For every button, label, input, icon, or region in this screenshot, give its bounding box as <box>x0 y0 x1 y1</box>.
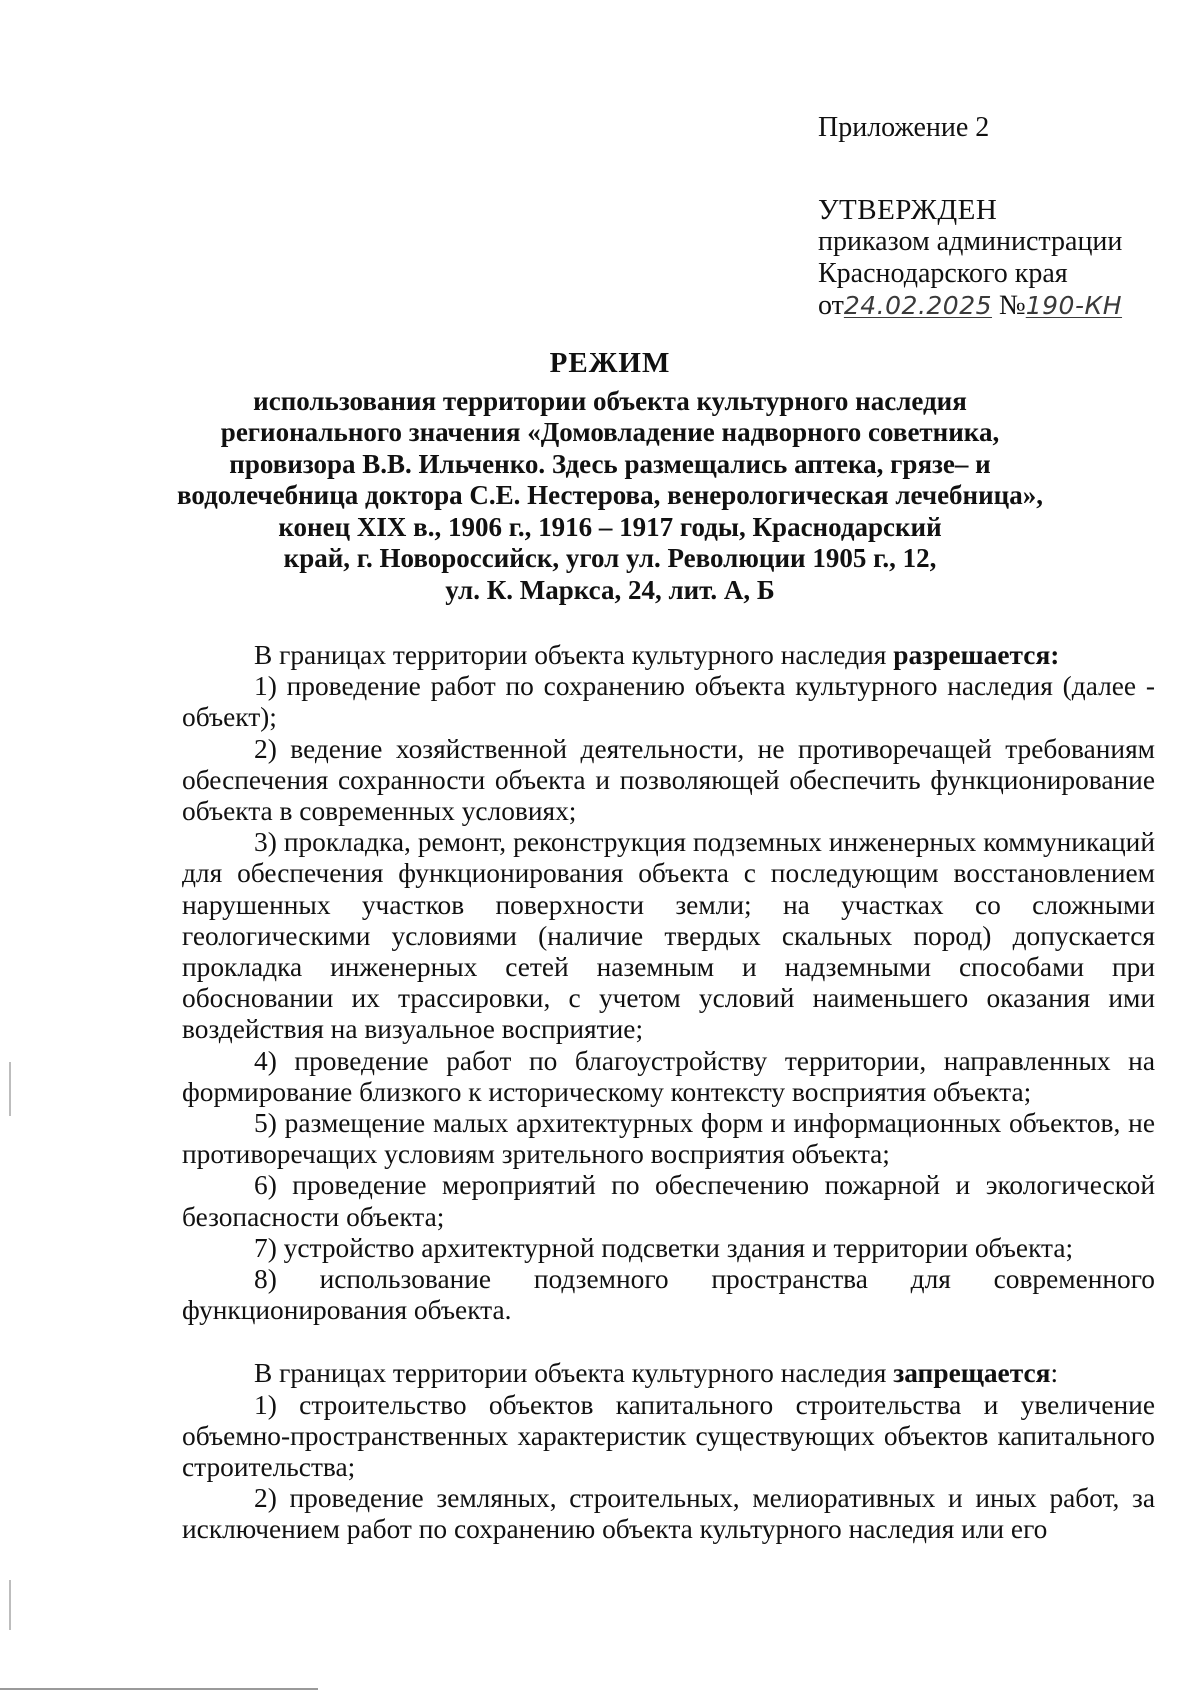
document-title <box>150 348 1070 606</box>
title-line: провизора В.В. Ильченко. Здесь размещались аптека, грязе– и <box>229 448 991 479</box>
approval-block <box>818 112 1178 322</box>
title-heading: РЕЖИМ <box>549 347 671 379</box>
number-prefix: № <box>999 290 1026 321</box>
prohibited-intro-text: В границах территории объекта культурного наследия <box>254 1358 887 1389</box>
permitted-keyword: разрешается: <box>893 640 1060 670</box>
scan-bottom-line <box>0 1688 318 1690</box>
prohibited-colon: : <box>1050 1358 1059 1389</box>
scan-edge-mark <box>9 1062 11 1116</box>
permitted-intro <box>182 640 1155 671</box>
order-line-2: Краснодарского края <box>818 258 1068 289</box>
permitted-item: 1) проведение работ по сохранению объекта культурного наследия (далее - объект); <box>182 671 1155 733</box>
permitted-item: 2) ведение хозяйственной деятельности, не противоречащей требованиям обеспечения сохранности объекта и позволяющей обеспечить функционирование объекта в современных условиях; <box>182 733 1155 827</box>
prohibited-keyword: запрещается <box>893 1358 1051 1389</box>
permitted-item: 3) прокладка, ремонт, реконструкция подземных инженерных коммуникаций для обеспечения функционирования объекта с последующим восстановлением нарушенных участков поверхности земли; на участках со сложными геологическими условиями (наличие твердых скальных пород) допускается прокладка инженерных сетей наземным и надземными способами при обосновании их трассировки, с учетом условий наименьшего оказания ими воздействия на визуальное восприятие; <box>182 827 1155 1045</box>
prohibited-item: 1) строительство объектов капитального строительства и увеличение объемно-пространственных характеристик существующих объектов капитального строительства; <box>182 1389 1155 1483</box>
order-line-1: приказом администрации <box>818 226 1123 257</box>
prohibited-intro <box>182 1358 1155 1389</box>
title-line: край, г. Новороссийск, угол ул. Революции 1905 г., 12, <box>283 543 937 573</box>
appendix-label: Приложение 2 <box>818 112 990 143</box>
permitted-item: 6) проведение мероприятий по обеспечению пожарной и экологической безопасности объекта; <box>182 1170 1155 1232</box>
title-line: ул. К. Маркса, 24, лит. А, Б <box>445 574 775 605</box>
permitted-intro-text: В границах территории объекта культурного наследия <box>254 640 887 670</box>
prohibited-item: 2) проведение земляных, строительных, мелиоративных и иных работ, за исключением работ по сохранению объекта культурного наследия или его <box>182 1483 1155 1545</box>
document-body <box>182 640 1155 1546</box>
handwritten-date: 24.02.2025 <box>843 291 993 320</box>
permitted-item: 5) размещение малых архитектурных форм и информационных объектов, не противоречащих условиям зрительного восприятия объекта; <box>182 1108 1155 1170</box>
permitted-item: 8) использование подземного пространства для современного функционирования объекта. <box>182 1264 1155 1326</box>
approved-stamp-text: УТВЕРЖДЕН <box>818 194 998 226</box>
permitted-item: 7) устройство архитектурной подсветки здания и территории объекта; <box>254 1232 1074 1263</box>
title-line: водолечебница доктора С.Е. Нестерова, венерологическая лечебница», <box>177 480 1043 510</box>
permitted-item: 4) проведение работ по благоустройству территории, направленных на формирование близкого к историческому контексту восприятия объекта; <box>182 1045 1155 1107</box>
title-line: регионального значения «Домовладение надворного советника, <box>220 417 1000 447</box>
handwritten-order-number: 190-КН <box>1025 291 1123 320</box>
date-prefix: от <box>818 290 844 321</box>
order-date-number-line <box>818 290 1178 322</box>
scan-edge-mark <box>9 1580 11 1630</box>
title-line: конец XIX в., 1906 г., 1916 – 1917 годы, Краснодарский <box>278 511 942 542</box>
title-line: использования территории объекта культурного наследия <box>253 385 967 416</box>
section-gap <box>182 1326 1155 1358</box>
